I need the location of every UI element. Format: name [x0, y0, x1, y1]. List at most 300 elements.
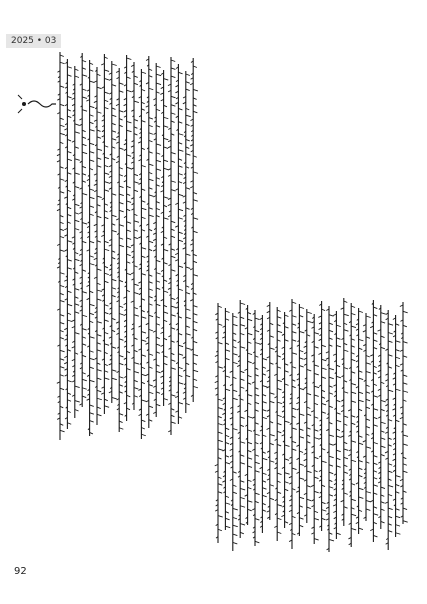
- glyph-stroke: [403, 375, 407, 377]
- glyph-stroke: [82, 396, 86, 398]
- glyph-stroke: [388, 516, 392, 518]
- glyph-stroke: [141, 217, 145, 219]
- glyph-stroke: [97, 299, 101, 301]
- glyph-stroke: [134, 182, 139, 184]
- glyph-stroke: [366, 363, 371, 365]
- glyph-stroke: [225, 435, 229, 437]
- glyph-stroke: [336, 420, 341, 422]
- glyph-stroke: [381, 409, 385, 411]
- glyph-stroke: [322, 518, 326, 520]
- glyph-stroke: [178, 375, 182, 377]
- glyph-stroke: [104, 107, 108, 109]
- glyph-stroke: [97, 370, 102, 372]
- glyph-stroke: [186, 154, 191, 156]
- glyph-stroke: [67, 173, 71, 175]
- glyph-stroke: [329, 472, 333, 474]
- glyph-stroke: [351, 514, 356, 516]
- glyph-stroke: [127, 254, 131, 256]
- glyph-stroke: [255, 434, 260, 436]
- glyph-stroke: [149, 406, 153, 408]
- glyph-stroke: [171, 270, 175, 272]
- glyph-stroke: [119, 91, 123, 93]
- glyph-stroke: [351, 499, 356, 501]
- glyph-stroke: [178, 143, 182, 145]
- glyph-stroke: [178, 218, 182, 220]
- glyph-stroke: [134, 83, 138, 85]
- glyph-stroke: [262, 495, 266, 497]
- glyph-stroke: [193, 363, 197, 365]
- text-column-group: [57, 52, 408, 552]
- glyph-stroke: [299, 497, 304, 499]
- glyph-stroke: [388, 464, 392, 466]
- glyph-stroke: [292, 468, 297, 470]
- glyph-stroke: [336, 450, 340, 452]
- glyph-stroke: [104, 320, 108, 322]
- glyph-stroke: [373, 477, 377, 479]
- glyph-stroke: [218, 492, 222, 494]
- glyph-stroke: [307, 321, 312, 323]
- glyph-stroke: [240, 497, 245, 499]
- glyph-stroke: [248, 487, 252, 489]
- glyph-stroke: [97, 343, 101, 345]
- glyph-stroke: [90, 413, 94, 415]
- glyph-stroke: [322, 510, 327, 512]
- glyph-stroke: [156, 273, 160, 275]
- glyph-stroke: [373, 514, 378, 516]
- glyph-stroke: [218, 399, 223, 401]
- glyph-stroke: [67, 291, 71, 293]
- glyph-stroke: [134, 221, 139, 223]
- glyph-stroke: [134, 307, 138, 309]
- glyph-stroke: [314, 477, 318, 479]
- glyph-stroke: [75, 173, 80, 175]
- glyph-stroke: [134, 315, 139, 317]
- glyph-stroke: [329, 435, 334, 437]
- glyph-stroke: [329, 465, 333, 467]
- glyph-stroke: [149, 140, 153, 142]
- glyph-stroke: [299, 350, 303, 352]
- glyph-stroke: [186, 403, 190, 405]
- glyph-stroke: [149, 241, 153, 243]
- glyph-stroke: [112, 115, 116, 117]
- glyph-stroke: [255, 402, 259, 404]
- glyph-stroke: [67, 116, 71, 118]
- glyph-stroke: [403, 508, 407, 510]
- glyph-stroke: [285, 340, 289, 342]
- glyph-stroke: [60, 192, 64, 194]
- glyph-stroke: [178, 194, 183, 196]
- glyph-stroke: [396, 420, 400, 422]
- glyph-stroke: [186, 309, 190, 311]
- glyph-stroke: [277, 532, 281, 534]
- glyph-stroke: [344, 507, 348, 509]
- glyph-stroke: [396, 389, 401, 391]
- glyph-stroke: [299, 414, 304, 416]
- glyph-stroke: [127, 58, 132, 60]
- glyph-stroke: [75, 213, 79, 215]
- glyph-stroke: [314, 403, 318, 405]
- glyph-stroke: [322, 449, 326, 451]
- glyph-stroke: [60, 367, 64, 369]
- glyph-stroke: [240, 379, 244, 381]
- glyph-stroke: [403, 391, 408, 393]
- glyph-stroke: [60, 179, 64, 181]
- glyph-stroke: [60, 359, 64, 361]
- glyph-stroke: [255, 493, 260, 495]
- glyph-stroke: [82, 355, 86, 357]
- glyph-stroke: [75, 132, 80, 134]
- glyph-stroke: [178, 354, 183, 356]
- glyph-stroke: [112, 288, 116, 290]
- glyph-stroke: [178, 402, 182, 404]
- glyph-stroke: [104, 78, 108, 80]
- glyph-stroke: [178, 232, 182, 234]
- glyph-stroke: [277, 492, 281, 494]
- glyph-stroke: [351, 326, 356, 328]
- glyph-stroke: [127, 121, 132, 123]
- glyph-stroke: [351, 423, 355, 425]
- glyph-stroke: [248, 361, 252, 363]
- glyph-stroke: [218, 440, 223, 442]
- glyph-stroke: [171, 298, 175, 300]
- glyph-stroke: [307, 428, 311, 430]
- glyph-stroke: [178, 209, 183, 211]
- glyph-stroke: [292, 302, 296, 304]
- glyph-stroke: [193, 341, 197, 343]
- glyph-stroke: [156, 83, 161, 85]
- issue-tag: 2025 • 03: [6, 34, 61, 48]
- glyph-stroke: [97, 335, 101, 337]
- glyph-stroke: [240, 303, 245, 305]
- glyph-stroke: [75, 220, 80, 222]
- glyph-stroke: [193, 379, 197, 381]
- glyph-stroke: [112, 64, 117, 66]
- glyph-stroke: [171, 76, 175, 78]
- glyph-stroke: [255, 455, 259, 457]
- glyph-stroke: [149, 385, 153, 387]
- glyph-stroke: [97, 322, 102, 324]
- glyph-stroke: [225, 376, 230, 378]
- glyph-stroke: [270, 434, 275, 436]
- glyph-stroke: [67, 67, 71, 69]
- glyph-stroke: [104, 249, 109, 251]
- glyph-stroke: [233, 534, 238, 536]
- glyph-stroke: [75, 409, 79, 411]
- glyph-stroke: [90, 143, 95, 145]
- glyph-stroke: [314, 347, 318, 349]
- glyph-stroke: [97, 407, 101, 409]
- glyph-stroke: [119, 428, 123, 430]
- glyph-stroke: [104, 70, 109, 72]
- glyph-stroke: [248, 353, 252, 355]
- glyph-stroke: [373, 493, 377, 495]
- glyph-stroke: [67, 423, 71, 425]
- glyph-stroke: [262, 488, 266, 490]
- page-number: 92: [14, 566, 27, 577]
- glyph-stroke: [277, 415, 281, 417]
- glyph-stroke: [171, 368, 176, 370]
- glyph-stroke: [344, 449, 349, 451]
- glyph-stroke: [112, 194, 116, 196]
- glyph-stroke: [90, 160, 95, 162]
- glyph-stroke: [75, 289, 79, 291]
- glyph-stroke: [90, 313, 94, 315]
- glyph-stroke: [149, 354, 153, 356]
- glyph-stroke: [285, 445, 290, 447]
- glyph-stroke: [186, 292, 190, 294]
- glyph-stroke: [233, 354, 238, 356]
- glyph-stroke: [292, 428, 297, 430]
- glyph-stroke: [307, 471, 312, 473]
- glyph-stroke: [60, 104, 64, 106]
- glyph-stroke: [285, 384, 289, 386]
- glyph-stroke: [285, 482, 289, 484]
- glyph-stroke: [388, 471, 392, 473]
- glyph-stroke: [366, 399, 370, 401]
- glyph-stroke: [119, 83, 123, 85]
- glyph-stroke: [141, 317, 146, 319]
- glyph-stroke: [193, 66, 197, 68]
- glyph-stroke: [149, 118, 153, 120]
- glyph-stroke: [292, 441, 296, 443]
- glyph-stroke: [233, 517, 237, 519]
- glyph-stroke: [233, 362, 238, 364]
- glyph-stroke: [351, 441, 356, 443]
- glyph-stroke: [134, 237, 138, 239]
- glyph-stroke: [270, 485, 274, 487]
- glyph-stroke: [314, 417, 318, 419]
- glyph-stroke: [193, 370, 198, 372]
- glyph-stroke: [171, 395, 175, 397]
- glyph-stroke: [119, 202, 123, 204]
- glyph-stroke: [218, 484, 222, 486]
- glyph-stroke: [141, 208, 146, 210]
- glyph-stroke: [388, 355, 392, 357]
- glyph-stroke: [292, 408, 296, 410]
- glyph-stroke: [97, 414, 101, 416]
- glyph-stroke: [248, 480, 252, 482]
- glyph-stroke: [149, 179, 154, 181]
- glyph-stroke: [104, 241, 108, 243]
- glyph-stroke: [299, 366, 303, 368]
- glyph-stroke: [60, 62, 65, 64]
- glyph-stroke: [307, 414, 311, 416]
- glyph-stroke: [359, 488, 364, 490]
- glyph-stroke: [193, 200, 198, 202]
- glyph-stroke: [336, 458, 340, 460]
- glyph-stroke: [119, 194, 124, 196]
- glyph-stroke: [156, 371, 160, 373]
- glyph-stroke: [171, 256, 175, 258]
- glyph-stroke: [90, 115, 94, 117]
- glyph-stroke: [149, 296, 153, 298]
- glyph-stroke: [178, 266, 183, 268]
- glyph-stroke: [141, 89, 145, 91]
- glyph-stroke: [322, 345, 326, 347]
- glyph-stroke: [336, 533, 340, 535]
- glyph-stroke: [359, 460, 363, 462]
- glyph-stroke: [119, 111, 123, 113]
- glyph-stroke: [248, 430, 252, 432]
- glyph-stroke: [171, 236, 175, 238]
- glyph-stroke: [104, 344, 109, 346]
- glyph-stroke: [329, 495, 333, 497]
- glyph-stroke: [186, 267, 190, 269]
- glyph-stroke: [171, 315, 176, 317]
- glyph-stroke: [396, 533, 401, 535]
- glyph-stroke: [67, 320, 71, 322]
- glyph-stroke: [233, 316, 238, 318]
- glyph-stroke: [373, 347, 377, 349]
- glyph-stroke: [381, 454, 385, 456]
- glyph-stroke: [322, 412, 326, 414]
- glyph-stroke: [255, 501, 259, 503]
- glyph-stroke: [240, 506, 245, 508]
- glyph-stroke: [67, 151, 71, 153]
- glyph-stroke: [193, 89, 198, 91]
- glyph-stroke: [396, 509, 400, 511]
- glyph-stroke: [60, 300, 64, 302]
- glyph-stroke: [359, 371, 363, 373]
- glyph-stroke: [75, 76, 79, 78]
- glyph-stroke: [299, 464, 303, 466]
- glyph-stroke: [248, 501, 253, 503]
- glyph-stroke: [193, 321, 197, 323]
- glyph-stroke: [90, 264, 95, 266]
- glyph-stroke: [233, 508, 238, 510]
- glyph-stroke: [67, 380, 71, 382]
- glyph-stroke: [285, 459, 289, 461]
- glyph-stroke: [67, 241, 72, 243]
- glyph-stroke: [403, 471, 407, 473]
- glyph-stroke: [60, 236, 64, 238]
- glyph-stroke: [171, 181, 176, 183]
- glyph-stroke: [351, 359, 355, 361]
- glyph-stroke: [134, 388, 138, 390]
- glyph-stroke: [82, 388, 87, 390]
- glyph-stroke: [225, 428, 229, 430]
- glyph-stroke: [156, 144, 161, 146]
- glyph-stroke: [82, 379, 87, 381]
- glyph-stroke: [186, 317, 191, 319]
- glyph-stroke: [314, 539, 318, 541]
- glyph-stroke: [104, 173, 109, 175]
- glyph-stroke: [373, 396, 377, 398]
- glyph-stroke: [373, 456, 377, 458]
- glyph-stroke: [351, 528, 356, 530]
- glyph-stroke: [403, 383, 407, 385]
- glyph-stroke: [225, 518, 229, 520]
- glyph-stroke: [119, 339, 123, 341]
- glyph-stroke: [127, 395, 131, 397]
- glyph-stroke: [396, 365, 400, 367]
- glyph-stroke: [233, 472, 237, 474]
- glyph-stroke: [193, 386, 198, 388]
- glyph-stroke: [82, 166, 86, 168]
- glyph-stroke: [112, 123, 116, 125]
- glyph-stroke: [366, 371, 371, 373]
- glyph-stroke: [186, 82, 190, 84]
- glyph-stroke: [225, 319, 229, 321]
- glyph-stroke: [104, 146, 108, 148]
- glyph-stroke: [225, 350, 230, 352]
- glyph-stroke: [381, 400, 386, 402]
- glyph-stroke: [112, 215, 117, 217]
- glyph-stroke: [240, 488, 245, 490]
- glyph-stroke: [97, 398, 102, 400]
- glyph-stroke: [403, 521, 408, 523]
- glyph-stroke: [403, 424, 407, 426]
- glyph-stroke: [240, 387, 244, 389]
- glyph-stroke: [277, 317, 281, 319]
- glyph-stroke: [359, 468, 363, 470]
- floral-ornament-icon: [18, 95, 56, 113]
- glyph-stroke: [359, 436, 363, 438]
- glyph-stroke: [292, 324, 296, 326]
- glyph-stroke: [134, 174, 138, 176]
- glyph-stroke: [104, 371, 108, 373]
- glyph-stroke: [299, 518, 303, 520]
- glyph-stroke: [292, 367, 296, 369]
- glyph-stroke: [193, 218, 198, 220]
- glyph-stroke: [403, 356, 407, 358]
- glyph-stroke: [351, 392, 356, 394]
- glyph-stroke: [186, 139, 190, 141]
- glyph-stroke: [119, 363, 123, 365]
- glyph-stroke: [104, 281, 108, 283]
- glyph-stroke: [344, 493, 348, 495]
- glyph-stroke: [225, 358, 229, 360]
- glyph-stroke: [164, 263, 168, 265]
- glyph-stroke: [60, 322, 64, 324]
- glyph-stroke: [178, 174, 182, 176]
- glyph-stroke: [75, 312, 79, 314]
- glyph-stroke: [75, 386, 80, 388]
- glyph-stroke: [119, 377, 123, 379]
- glyph-stroke: [82, 137, 86, 139]
- glyph-stroke: [285, 421, 290, 423]
- glyph-stroke: [90, 241, 95, 243]
- glyph-stroke: [164, 291, 169, 293]
- glyph-stroke: [225, 389, 230, 391]
- glyph-stroke: [178, 181, 182, 183]
- glyph-stroke: [141, 332, 146, 334]
- glyph-stroke: [314, 491, 318, 493]
- glyph-stroke: [90, 197, 95, 199]
- glyph-stroke: [336, 436, 340, 438]
- glyph-stroke: [97, 166, 101, 168]
- glyph-stroke: [149, 282, 153, 284]
- glyph-stroke: [186, 115, 191, 117]
- glyph-stroke: [104, 190, 109, 192]
- glyph-stroke: [104, 305, 108, 307]
- glyph-stroke: [270, 348, 275, 350]
- glyph-stroke: [127, 77, 131, 79]
- glyph-stroke: [149, 315, 153, 317]
- glyph-stroke: [171, 190, 176, 192]
- glyph-stroke: [112, 347, 116, 349]
- glyph-stroke: [396, 525, 400, 527]
- glyph-stroke: [292, 340, 296, 342]
- glyph-stroke: [75, 124, 79, 126]
- glyph-stroke: [127, 230, 131, 232]
- glyph-stroke: [186, 188, 190, 190]
- glyph-stroke: [359, 348, 363, 350]
- glyph-stroke: [67, 75, 71, 77]
- glyph-stroke: [90, 358, 95, 360]
- glyph-stroke: [277, 423, 281, 425]
- glyph-stroke: [240, 371, 244, 373]
